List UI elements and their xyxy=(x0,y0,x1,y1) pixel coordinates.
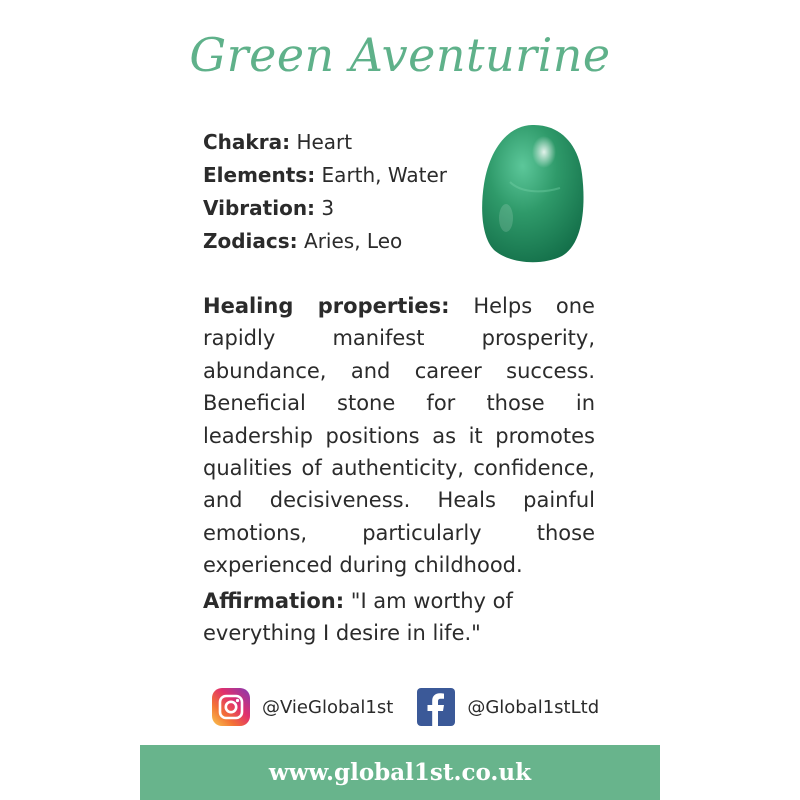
fact-value: Heart xyxy=(296,130,353,154)
fact-label: Elements: xyxy=(203,163,316,187)
fact-chakra xyxy=(203,126,483,159)
instagram-link[interactable] xyxy=(212,688,393,726)
page-title: Green Aventurine xyxy=(189,28,611,82)
healing-label: Healing properties: xyxy=(203,294,450,318)
facebook-link[interactable] xyxy=(417,688,599,726)
fact-value: Earth, Water xyxy=(321,163,448,187)
fact-label: Chakra: xyxy=(203,130,291,154)
aventurine-stone-image xyxy=(480,122,586,264)
instagram-handle[interactable]: @VieGlobal1st xyxy=(262,696,394,718)
fact-label: Vibration: xyxy=(203,196,316,220)
fact-value: 3 xyxy=(321,196,335,220)
affirmation-line1: "I am worthy of xyxy=(350,589,513,613)
website-footer[interactable] xyxy=(140,745,660,800)
info-card xyxy=(140,0,660,800)
fact-label: Zodiacs: xyxy=(203,229,298,253)
social-links xyxy=(212,688,599,726)
affirmation-line2: everything I desire in life." xyxy=(203,621,481,645)
facts-list xyxy=(203,126,483,258)
fact-value: Aries, Leo xyxy=(304,229,403,253)
fact-zodiacs xyxy=(203,225,483,258)
fact-elements xyxy=(203,159,483,192)
facebook-icon xyxy=(417,688,455,726)
fact-vibration xyxy=(203,192,483,225)
healing-properties xyxy=(203,290,595,582)
affirmation-label: Affirmation: xyxy=(203,589,345,613)
facebook-handle[interactable]: @Global1stLtd xyxy=(467,696,600,718)
affirmation xyxy=(203,585,543,649)
healing-text: Helps one rapidly manifest prosperity, abundance, and career success. Beneficial stone for those in leadership positions as it promotes qualities of authenticity, confidence, and decisiveness. Heals painful emotions, particularly those experienced during childhood. xyxy=(203,294,595,578)
instagram-icon xyxy=(212,688,250,726)
website-url[interactable]: www.global1st.co.uk xyxy=(268,759,532,786)
